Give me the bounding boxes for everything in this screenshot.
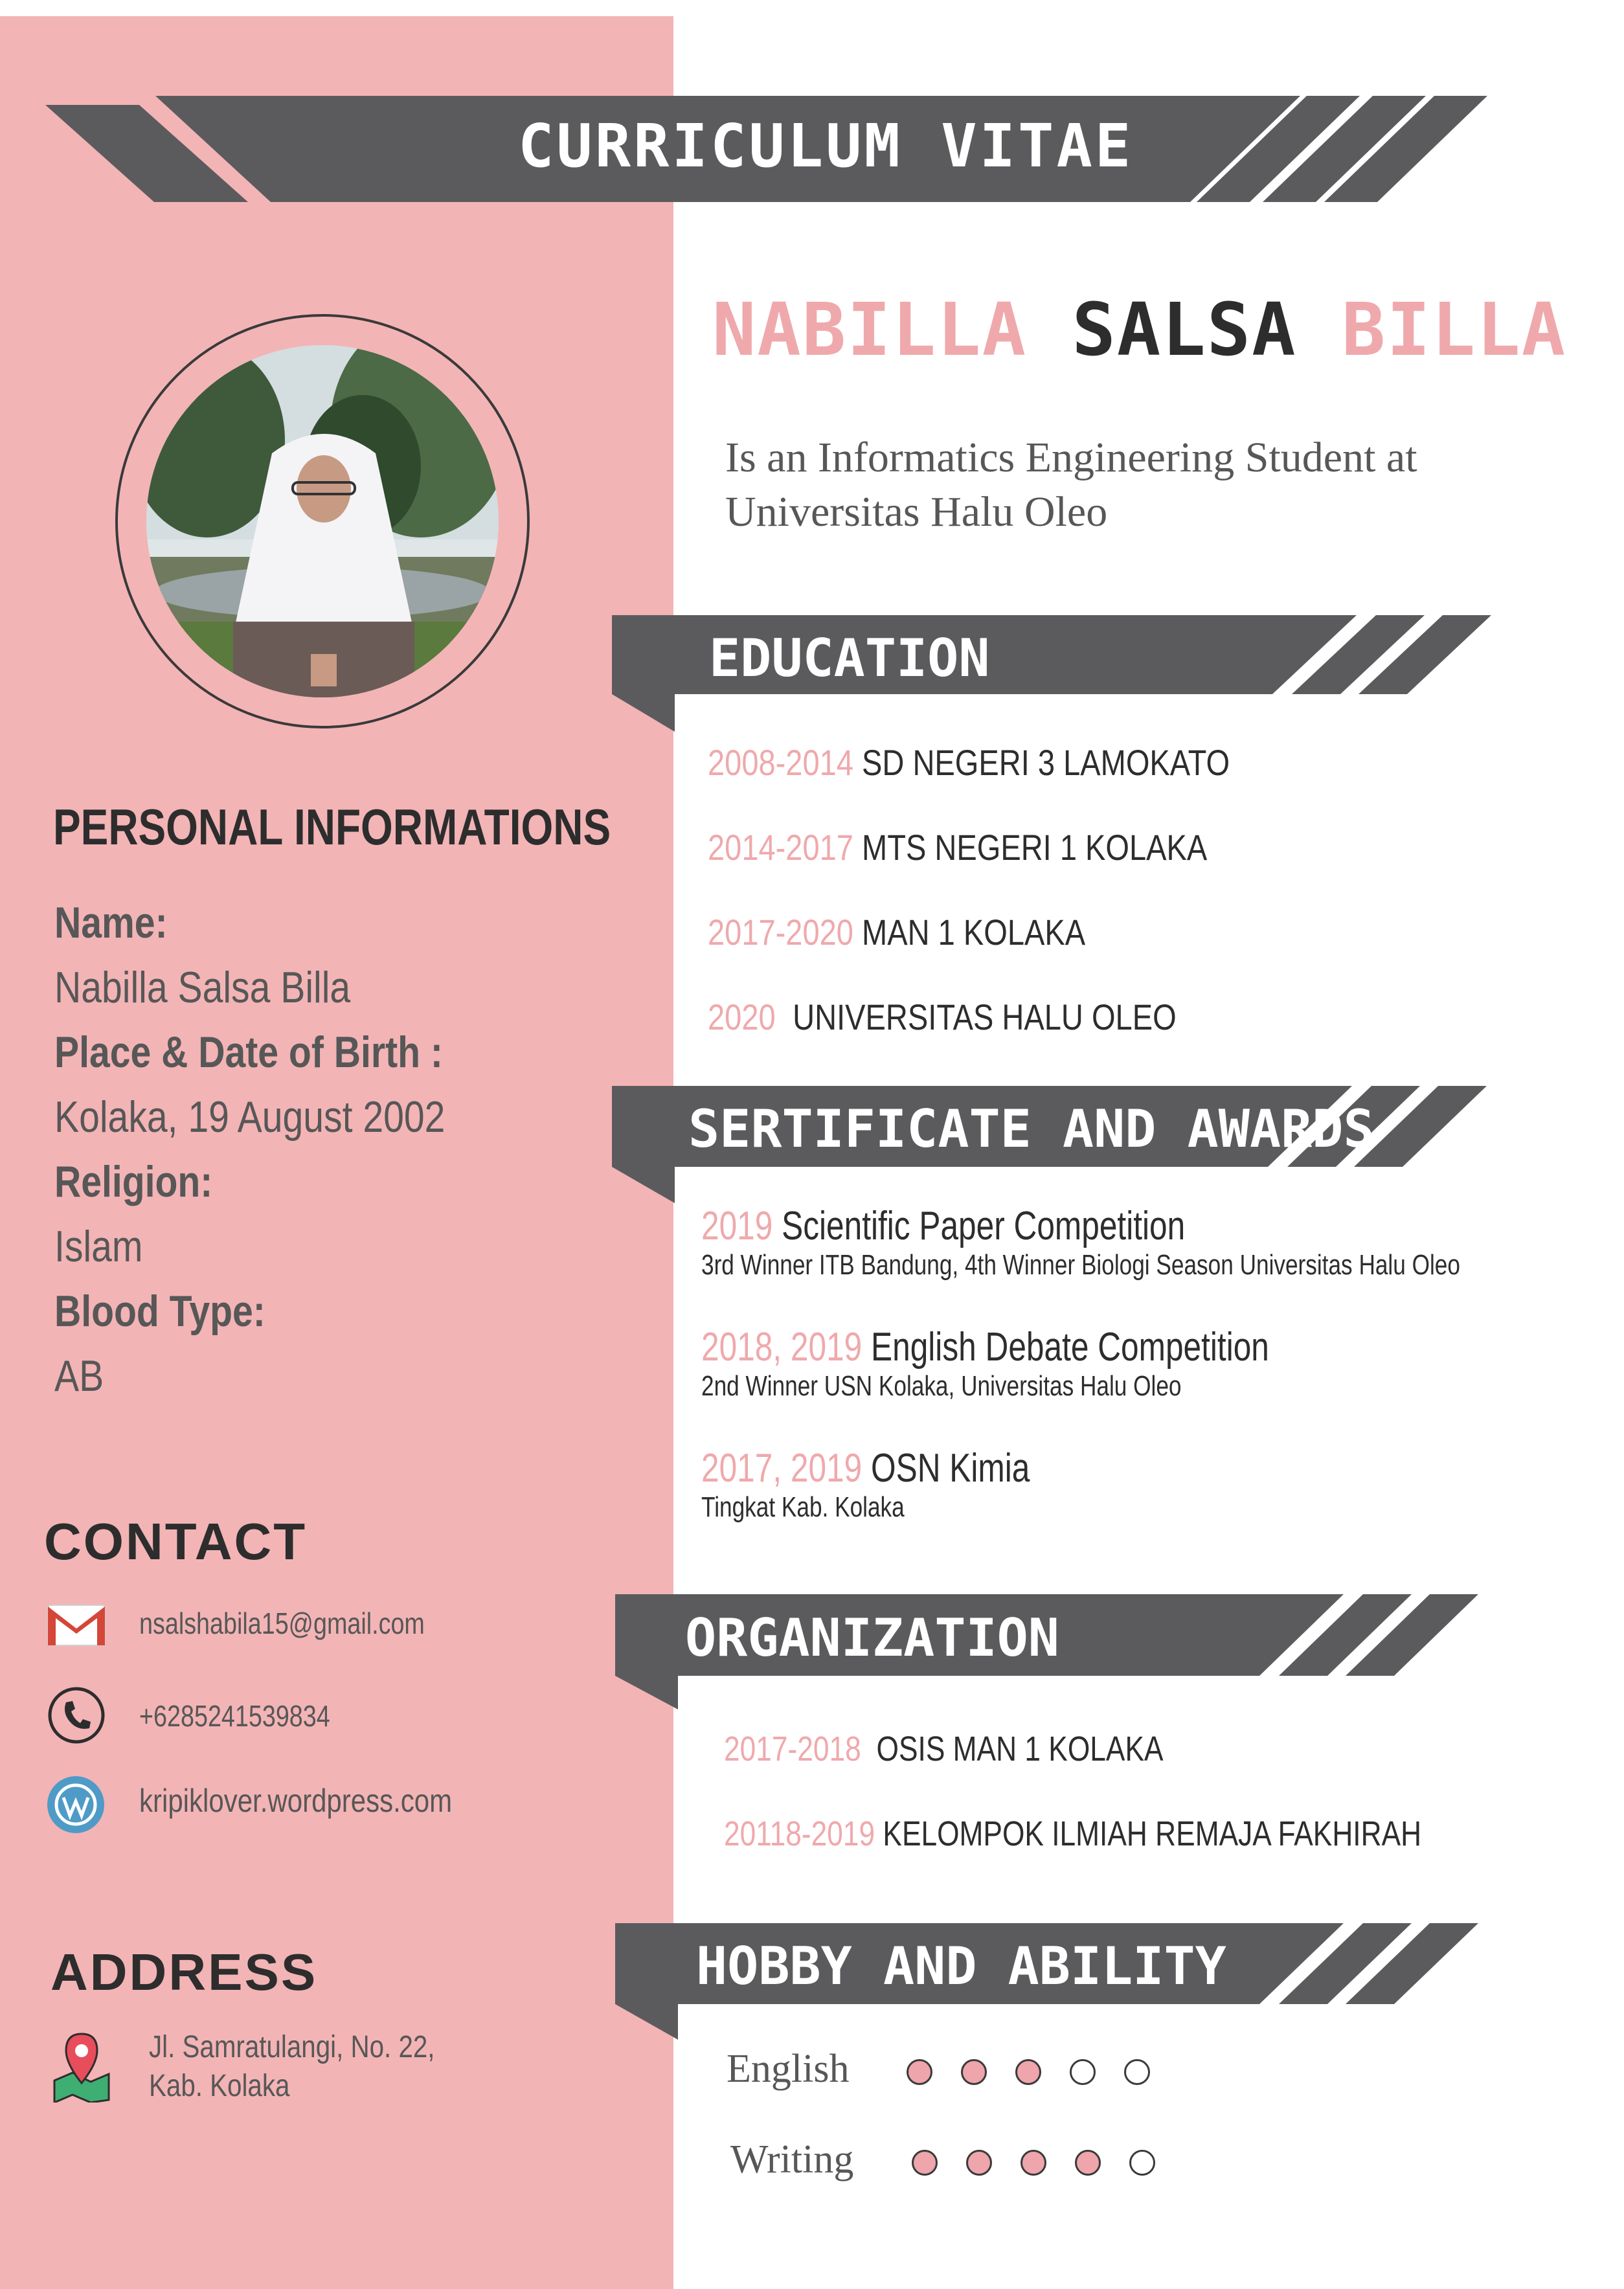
profile-photo [130,317,512,697]
education-school: UNIVERSITAS HALU OLEO [793,997,1177,1037]
rating-dot-filled [907,2059,932,2085]
organization-name: OSIS MAN 1 KOLAKA [876,1730,1164,1768]
rating-dot-empty [1070,2059,1096,2085]
religion-label: Religion: [54,1157,213,1206]
award-title: English Debate Competition [871,1325,1269,1370]
organization-year: 2017-2018 [724,1730,861,1768]
rating-dot-empty [1124,2059,1150,2085]
organization-banner-tail [615,1676,678,1709]
name-label: Name: [54,898,168,947]
awards-banner-tail [612,1167,675,1203]
education-year: 2014-2017 [708,827,853,868]
religion-value: Islam [54,1222,143,1271]
awards-list [701,1203,1460,1566]
birth-value: Kolaka, 19 August 2002 [54,1092,445,1142]
organization-item [724,1814,1421,1899]
education-banner-tail [612,694,675,732]
gmail-icon [47,1603,106,1648]
organization-heading: ORGANIZATION [685,1608,1059,1668]
skill-writing-rating [912,2150,1171,2178]
address-line-1: Jl. Samratulangi, No. 22, [149,2030,435,2064]
rating-dot-filled [1021,2150,1046,2176]
wordpress-icon [45,1774,106,1835]
skill-english-label: English [727,2047,850,2091]
organization-list [724,1729,1421,1899]
tagline [725,431,1417,539]
rating-dot-filled [966,2150,992,2176]
full-name [712,288,1566,372]
education-year: 2008-2014 [708,742,853,783]
rating-dot-filled [912,2150,938,2176]
education-item [708,741,1230,826]
address-heading: ADDRESS [51,1943,318,2001]
award-detail: 2nd Winner USN Kolaka, Universitas Halu Oleo [701,1370,1182,1402]
organization-item [724,1729,1421,1814]
phone-icon [47,1686,106,1745]
education-item [708,911,1230,996]
education-school: SD NEGERI 3 LAMOKATO [862,742,1230,783]
organization-name: KELOMPOK ILMIAH REMAJA FAKHIRAH [883,1814,1422,1853]
personal-heading: PERSONAL INFORMATIONS [53,798,611,855]
award-title: Scientific Paper Competition [782,1204,1186,1248]
award-item [701,1445,1460,1566]
education-item [708,826,1230,911]
awards-heading: SERTIFICATE AND AWARDS [688,1099,1375,1159]
blood-label: Blood Type: [54,1287,265,1336]
tagline-line-2: Universitas Halu Oleo [725,488,1108,536]
rating-dot-filled [961,2059,987,2085]
award-year: 2018, 2019 [701,1325,863,1370]
birth-label: Place & Date of Birth : [54,1028,443,1077]
education-heading: EDUCATION [709,628,990,688]
organization-year: 20118-2019 [724,1814,875,1853]
name-last: BILLA [1342,288,1567,372]
rating-dot-filled [1015,2059,1041,2085]
tagline-line-1: Is an Informatics Engineering Student at [725,434,1417,481]
education-item [708,996,1230,1081]
skill-writing-label: Writing [730,2137,854,2182]
hobby-heading: HOBBY AND ABILITY [696,1936,1226,1996]
award-item [701,1203,1460,1324]
contact-website[interactable]: kripiklover.wordpress.com [139,1783,453,1819]
contact-heading: CONTACT [44,1513,308,1570]
blood-value: AB [54,1351,104,1401]
skill-english-rating [907,2059,1166,2088]
award-year: 2019 [701,1204,773,1248]
contact-phone[interactable]: +6285241539834 [139,1699,330,1733]
award-item [701,1324,1460,1445]
name-middle: SALSA [1072,288,1297,372]
contact-email[interactable]: nsalshabila15@gmail.com [139,1607,425,1640]
rating-dot-filled [1075,2150,1101,2176]
education-year: 2020 [708,997,776,1037]
name-first: NABILLA [712,288,1028,372]
address-line-2: Kab. Kolaka [149,2069,290,2103]
award-detail: Tingkat Kab. Kolaka [701,1491,905,1523]
personal-info [54,890,445,1408]
award-detail: 3rd Winner ITB Bandung, 4th Winner Biologi Season Universitas Halu Oleo [701,1249,1460,1281]
education-school: MAN 1 KOLAKA [862,912,1086,953]
education-list [708,741,1230,1081]
address-text [149,2028,434,2106]
name-value: Nabilla Salsa Billa [54,963,351,1012]
education-year: 2017-2020 [708,912,853,953]
award-year: 2017, 2019 [701,1446,863,1491]
hobby-banner-tail [615,2004,678,2040]
award-title: OSN Kimia [871,1446,1030,1491]
education-school: MTS NEGERI 1 KOLAKA [862,827,1208,868]
rating-dot-empty [1129,2150,1155,2176]
map-pin-icon [49,2030,114,2103]
header-title: CURRICULUM VITAE [518,111,1134,181]
